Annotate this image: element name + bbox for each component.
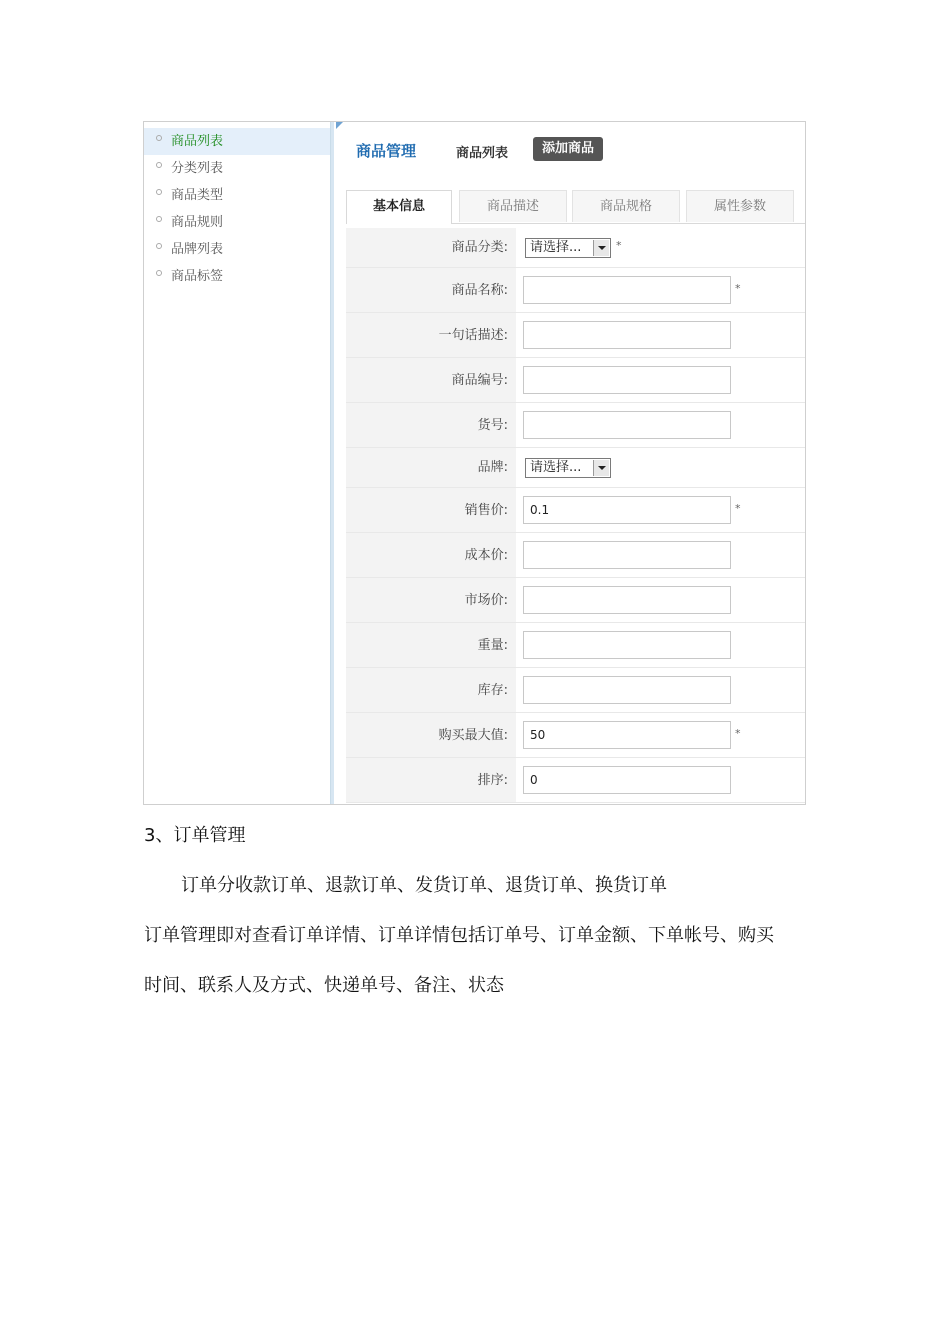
bullet-icon [156,243,162,249]
sku-label: 货号: [477,418,508,433]
label-cell [346,403,516,447]
cost-price-input[interactable] [523,541,731,569]
tab-product-description[interactable]: 商品描述 [459,190,567,222]
sidebar-item-label: 商品标签 [171,269,224,284]
code-label: 商品编号: [451,373,508,388]
form-row-cost [346,533,806,578]
tab-product-specs[interactable]: 商品规格 [572,190,680,222]
sidebar-item-label: 商品类型 [171,188,224,203]
dropdown-arrow-icon [593,460,609,476]
bullet-icon [156,216,162,222]
form-row-brand [346,448,806,488]
brand-select-value: 请选择... [530,460,582,475]
sidebar-item-product-rules[interactable] [144,209,330,236]
bullet-icon [156,135,162,141]
sku-input[interactable] [523,411,731,439]
sidebar-item-product-type[interactable] [144,182,330,209]
label-cell [346,358,516,402]
sort-label: 排序: [477,773,508,788]
tab-basic-info[interactable]: 基本信息 [346,190,452,224]
label-cell [346,623,516,667]
weight-input[interactable] [523,631,731,659]
form-row-weight [346,623,806,668]
form-row-code [346,358,806,403]
dropdown-arrow-icon [593,240,609,256]
product-list-link[interactable]: 商品列表 [456,146,509,161]
form-row-stock [346,668,806,713]
sidebar-item-product-tags[interactable] [144,263,330,290]
label-cell [346,758,516,802]
required-mark: * [616,239,622,252]
max-buy-label: 购买最大值: [438,728,508,743]
label-cell [346,448,516,487]
max-buy-input[interactable]: 50 [523,721,731,749]
label-cell [346,578,516,622]
label-cell [346,228,516,267]
name-label: 商品名称: [451,283,508,298]
form-row-name [346,268,806,313]
category-label: 商品分类: [451,240,508,255]
sale-price-input[interactable]: 0.1 [523,496,731,524]
form-row-category [346,228,806,268]
bullet-icon [156,162,162,168]
summary-input[interactable] [523,321,731,349]
bullet-icon [156,189,162,195]
sidebar-item-label: 商品列表 [171,134,224,149]
weight-label: 重量: [477,638,508,653]
cost-label: 成本价: [464,548,508,563]
sidebar-item-label: 商品规则 [171,215,224,230]
paragraph-order-details-line1: 订单管理即对查看订单详情、订单详情包括订单号、订单金额、下单帐号、购买 [144,925,774,946]
form-row-sku [346,403,806,448]
required-mark: * [735,282,741,295]
required-mark: * [735,727,741,740]
form-row-summary [346,313,806,358]
sidebar-item-category-list[interactable] [144,155,330,182]
form-row-sort [346,758,806,803]
product-code-input[interactable] [523,366,731,394]
label-cell [346,713,516,757]
product-name-input[interactable] [523,276,731,304]
paragraph-order-details-line2: 时间、联系人及方式、快递单号、备注、状态 [144,975,504,996]
add-product-button[interactable]: 添加商品 [533,137,603,161]
tab-bar [346,190,806,224]
sidebar-item-label: 分类列表 [171,161,224,176]
label-cell [346,488,516,532]
form-row-max-buy [346,713,806,758]
category-select[interactable] [525,238,611,258]
sidebar-item-label: 品牌列表 [171,242,224,257]
screenshot-panel [143,121,806,805]
content-header [334,136,805,166]
brand-select[interactable] [525,458,611,478]
stock-input[interactable] [523,676,731,704]
form-row-price [346,488,806,533]
market-label: 市场价: [464,593,508,608]
sort-input[interactable]: 0 [523,766,731,794]
form-row-market [346,578,806,623]
product-form [346,228,806,803]
paragraph-order-types: 订单分收款订单、退款订单、发货订单、退货订单、换货订单 [181,875,667,896]
required-mark: * [735,502,741,515]
summary-label: 一句话描述: [438,328,508,343]
page-title: 商品管理 [356,142,417,160]
price-label: 销售价: [464,503,508,518]
label-cell [346,668,516,712]
bullet-icon [156,270,162,276]
corner-triangle-icon [336,122,343,129]
stock-label: 库存: [477,683,508,698]
market-price-input[interactable] [523,586,731,614]
label-cell [346,268,516,312]
category-select-value: 请选择... [530,240,582,255]
sidebar [144,122,331,804]
sidebar-item-product-list[interactable] [144,128,330,155]
main-content [334,122,805,804]
brand-label: 品牌: [477,460,508,475]
sidebar-item-brand-list[interactable] [144,236,330,263]
tab-attribute-params[interactable]: 属性参数 [686,190,794,222]
section-heading: 3、订单管理 [144,825,246,846]
sidebar-list [144,122,330,290]
label-cell [346,533,516,577]
label-cell [346,313,516,357]
